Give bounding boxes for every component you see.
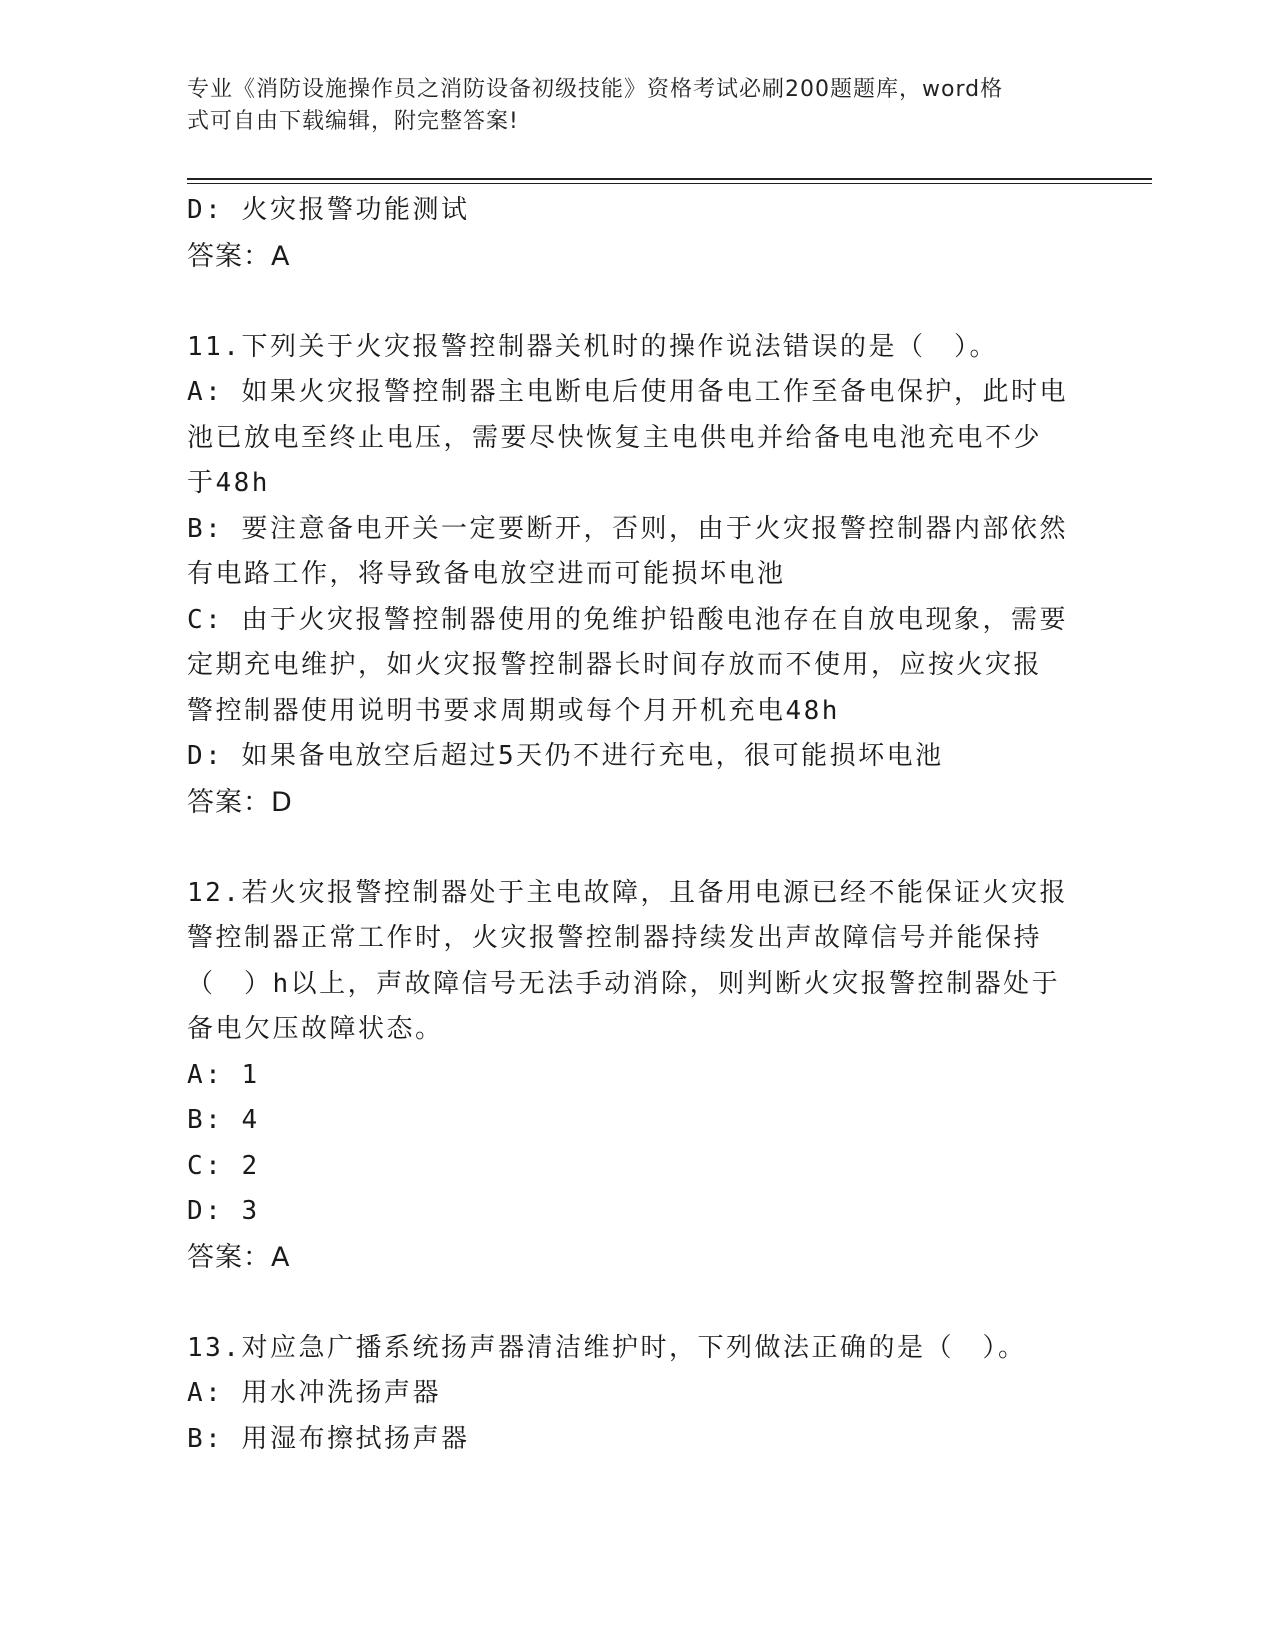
answer: 答案：A — [187, 1241, 291, 1273]
option-a — [187, 370, 1092, 507]
option-d: D: 火灾报警功能测试 — [187, 195, 470, 225]
option-b — [187, 507, 1092, 598]
question-stem-line: 警控制器正常工作时，火灾报警控制器持续发出声故障信号并能保持 — [187, 923, 1043, 953]
question-12 — [187, 871, 1092, 1281]
spacer — [187, 825, 1092, 871]
question-13 — [187, 1326, 1092, 1463]
header-line-2: 式可自由下载编辑，附完整答案! — [187, 109, 519, 134]
document-body — [187, 188, 1092, 1462]
header-line-1: 专业《消防设施操作员之消防设备初级技能》资格考试必刷200题题库，word格 — [187, 77, 1004, 102]
option-line: C: 由于火灾报警控制器使用的免维护铅酸电池存在自放电现象，需要 — [187, 604, 1068, 635]
option-c: C: 2 — [187, 1150, 260, 1181]
option-d: D: 如果备电放空后超过5天仍不进行充电，很可能损坏电池 — [187, 741, 944, 771]
spacer — [187, 279, 1092, 325]
option-line: 定期充电维护，如火灾报警控制器长时间存放而不使用，应按火灾报 — [187, 650, 1043, 680]
question-stem-line: （ ）h以上，声故障信号无法手动消除，则判断火灾报警控制器处于 — [187, 968, 1061, 999]
spacer — [187, 1280, 1092, 1326]
option-line: 池已放电至终止电压，需要尽快恢复主电供电并给备电电池充电不少 — [187, 422, 1043, 453]
option-line: 警控制器使用说明书要求周期或每个月开机充电48h — [187, 695, 840, 726]
option-line: B: 要注意备电开关一定要断开，否则，由于火灾报警控制器内部依然 — [187, 513, 1068, 544]
header-rule-thin — [187, 183, 1152, 184]
option-a: A: 用水冲洗扬声器 — [187, 1378, 441, 1408]
question-10-tail — [187, 188, 1092, 279]
option-b: B: 用湿布擦拭扬声器 — [187, 1423, 470, 1454]
option-b: B: 4 — [187, 1105, 260, 1135]
option-c — [187, 598, 1092, 735]
question-stem-line: 12.若火灾报警控制器处于主电故障，且备用电源已经不能保证火灾报 — [187, 877, 1068, 908]
answer: 答案：D — [187, 786, 293, 818]
document-header — [187, 74, 1067, 138]
option-a: A: 1 — [187, 1059, 260, 1090]
question-stem: 11.下列关于火灾报警控制器关机时的操作说法错误的是（ ）。 — [187, 331, 998, 362]
option-line: A: 如果火灾报警控制器主电断电后使用备电工作至备电保护，此时电 — [187, 377, 1068, 407]
answer: 答案：A — [187, 240, 291, 272]
option-d: D: 3 — [187, 1196, 260, 1226]
header-rule-thick — [187, 178, 1152, 180]
option-line: 于48h — [187, 468, 270, 498]
option-line: 有电路工作，将导致备电放空进而可能损坏电池 — [187, 559, 786, 589]
question-stem-line: 备电欠压故障状态。 — [187, 1014, 444, 1044]
question-11 — [187, 325, 1092, 826]
question-stem: 13.对应急广播系统扬声器清洁维护时，下列做法正确的是（ ）。 — [187, 1332, 1027, 1363]
